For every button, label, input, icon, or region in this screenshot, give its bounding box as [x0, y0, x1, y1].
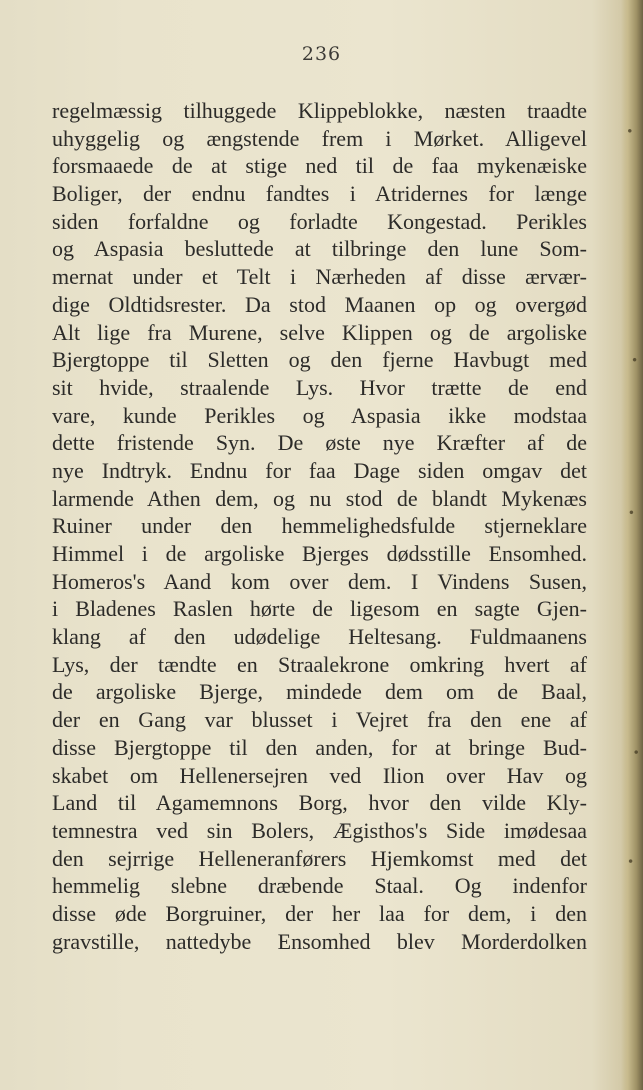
- text-line: Bjergtoppe til Sletten og den fjerne Havbugt med: [52, 347, 587, 373]
- text-line: hemmelig slebne dræbende Staal. Og indenfor: [52, 873, 587, 899]
- text-line: regelmæssig tilhuggede Klippeblokke, næsten traadte: [52, 98, 587, 123]
- text-line: siden forfaldne og forladte Kongestad. Perikles: [52, 208, 587, 234]
- text-line: forsmaaede de at stige ned til de faa mykenæiske: [52, 153, 587, 179]
- text-line: klang af den udødelige Heltesang. Fuldmaanens: [52, 624, 587, 650]
- text-line: og Aspasia besluttede at tilbringe den lune Som-: [52, 236, 587, 262]
- text-line: den sejrrige Helleneranførers Hjemkomst med det: [52, 845, 587, 871]
- text-line: Boliger, der endnu fandtes i Atridernes for længe: [52, 181, 587, 207]
- text-line: i Bladenes Raslen hørte de ligesom en sagte Gjen-: [52, 596, 587, 622]
- text-line: temnestra ved sin Bolers, Ægisthos's Side imødesaa: [52, 817, 587, 843]
- text-line: Lys, der tændte en Straalekrone omkring hvert af: [52, 651, 587, 677]
- text-line: Land til Agamemnons Borg, hvor den vilde Kly-: [52, 790, 587, 816]
- text-line: der en Gang var blusset i Vejret fra den ene af: [52, 707, 587, 733]
- text-line: gravstille, nattedybe Ensomhed blev Morderdolken: [52, 928, 587, 954]
- text-line: nye Indtryk. Endnu for faa Dage siden omgav det: [52, 457, 587, 483]
- text-line: disse øde Borgruiner, der her laa for dem, i den: [52, 900, 587, 926]
- body-text: [52, 97, 587, 955]
- text-line: vare, kunde Perikles og Aspasia ikke modstaa: [52, 402, 587, 428]
- text-line: mernat under et Telt i Nærheden af disse ærvær-: [52, 264, 587, 290]
- text-line: Homeros's Aand kom over dem. I Vindens Susen,: [52, 568, 587, 594]
- text-line: dette fristende Syn. De øste nye Kræfter af de: [52, 430, 587, 456]
- text-line: larmende Athen dem, og nu stod de blandt Mykenæs: [52, 485, 587, 511]
- page-edge-specks: [625, 0, 641, 1090]
- text-line: Alt lige fra Murene, selve Klippen og de argoliske: [52, 319, 587, 345]
- text-line: dige Oldtidsrester. Da stod Maanen op og overgød: [52, 291, 587, 317]
- text-line: skabet om Hellenersejren ved Ilion over Hav og: [52, 762, 587, 788]
- text-line: Ruiner under den hemmelighedsfulde stjerneklare: [52, 513, 587, 539]
- text-line: de argoliske Bjerge, mindede dem om de Baal,: [52, 679, 587, 705]
- text-line: disse Bjergtoppe til den anden, for at bringe Bud-: [52, 734, 587, 760]
- text-line: sit hvide, straalende Lys. Hvor trætte de end: [52, 374, 587, 400]
- text-line: Himmel i de argoliske Bjerges dødsstille Ensomhed.: [52, 541, 587, 566]
- text-line: uhyggelig og ængstende frem i Mørket. Alligevel: [52, 125, 587, 151]
- page-number: 236: [301, 43, 342, 65]
